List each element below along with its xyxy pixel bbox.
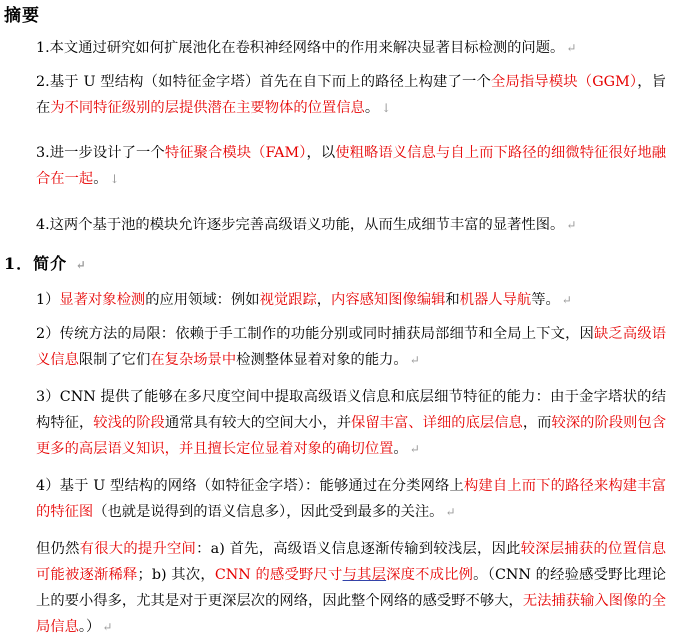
highlighted-text: 较浅的阶段 — [93, 415, 165, 431]
intro-item-4 — [36, 473, 666, 525]
highlighted-text: 较深的阶段则包含更多的高层语义知识，并且擅长定位显着对象的确切位置 — [36, 415, 667, 457]
highlighted-text: 机器人导航 — [459, 292, 532, 308]
intro-item-2 — [36, 321, 666, 373]
text-run: 1） — [36, 292, 60, 308]
intro-heading-text: 1．简介 — [4, 254, 68, 273]
text-run: 3.进一步设计了一个 — [36, 145, 165, 161]
highlighted-text: 全局指导模块（GGM） — [490, 74, 638, 90]
text-run: ，旨在 — [36, 74, 667, 116]
text-run: 2.基于 U 型结构（如特征金字塔）首先在自下而上的路径上构建了一个 — [36, 74, 491, 90]
text-run: 等。 — [531, 292, 560, 308]
text-run: 但仍然 — [36, 541, 80, 557]
text-run: ：a) 首先，高级语义信息逐渐传输到较浅层，因此 — [196, 541, 521, 557]
paragraph-mark-icon: ↵ — [566, 41, 577, 55]
highlighted-text: 无法捕获输入图像的全局信息 — [36, 593, 667, 635]
highlighted-text: CNN 的感受野尺寸 — [214, 567, 343, 583]
text-run: ，以 — [306, 145, 336, 161]
paragraph-mark-icon: ↵ — [445, 505, 456, 519]
paragraph-mark-icon: ↓ — [381, 101, 392, 115]
text-run: ， — [316, 292, 332, 308]
highlighted-text: 使粗略语义信息与自上而下路径的细微特征很好地融合在一起 — [36, 145, 667, 187]
abstract-item-4 — [36, 212, 666, 238]
highlighted-text: 有很大的提升空间 — [79, 541, 197, 557]
text-run: 通常具有较大的空间大小，并 — [164, 415, 352, 431]
highlighted-text: 特征聚合模块（FAM） — [164, 145, 307, 161]
abstract-item-2 — [36, 69, 666, 121]
abstract-heading: 摘要 — [4, 6, 40, 26]
paragraph-mark-icon: ↵ — [561, 293, 572, 307]
text-run: 限制了它们 — [78, 352, 151, 368]
intro-item-1 — [36, 287, 666, 313]
text-run: 。） — [78, 619, 101, 635]
intro-item-3 — [36, 384, 666, 462]
paragraph-mark-icon: ↵ — [409, 353, 420, 367]
abstract-item-3 — [36, 140, 666, 192]
highlighted-text: 缺乏高级语义信息 — [36, 326, 667, 368]
text-run: ，而 — [522, 415, 552, 431]
paragraph-mark-icon: ↵ — [409, 442, 420, 456]
paragraph-mark-icon: ↓ — [109, 172, 120, 186]
highlighted-text: 显著对象检测 — [59, 292, 146, 308]
highlighted-text: 在复杂场景中 — [150, 352, 237, 368]
highlighted-text: 保留丰富、详细的底层信息 — [351, 415, 523, 431]
highlighted-text: 较深层捕获的位置信息可能被逐渐稀释 — [36, 541, 667, 583]
text-run: （也就是说得到的语义信息多），因此受到最多的关注。 — [93, 504, 444, 520]
text-run: 。（CNN 的经验感受野比理论上的要小得多，尤其是对于更深层次的网络，因此整个网络的感受野不够大， — [36, 567, 667, 609]
text-run: 。 — [393, 441, 408, 457]
abstract-item-1 — [36, 35, 666, 61]
paragraph-mark-icon: ↵ — [75, 258, 87, 272]
text-run: 和 — [445, 292, 460, 308]
intro-heading — [4, 251, 87, 274]
highlighted-text: 内容感知图像编辑 — [331, 292, 446, 308]
highlighted-text: 视觉跟踪 — [259, 292, 317, 308]
intro-item-5 — [36, 536, 666, 640]
highlighted-text: 为不同特征级别的层提供潜在主要物体的位置信息 — [50, 100, 365, 116]
text-run: 的应用领域：例如 — [145, 292, 260, 308]
text-run: ；b) 其次， — [137, 567, 215, 583]
text-run: 检测整体显着对象的能力。 — [236, 352, 408, 368]
text-run: 4.这两个基于池的模块允许逐步完善高级语义功能，从而生成细节丰富的显著性图。 — [36, 217, 565, 233]
text-run: 。 — [364, 100, 380, 116]
text-run: 4）基于 U 型结构的网络（如特征金字塔）：能够通过在分类网络上 — [36, 478, 464, 494]
highlighted-text: 与其层 — [342, 567, 387, 583]
highlighted-text: 深度不成比例 — [386, 567, 474, 583]
text-run: 3）CNN 提供了能够在多尺度空间中提取高级语义信息和底层细节特征的能力：由于金字塔状的结构特征， — [36, 389, 666, 431]
paragraph-mark-icon: ↵ — [102, 620, 113, 634]
text-run: 2）传统方法的局限：依赖于手工制作的功能分别或同时捕获局部细节和全局上下文，因 — [36, 326, 594, 342]
text-run: 。 — [93, 171, 108, 187]
highlighted-text: 构建自上而下的路径来构建丰富的特征图 — [36, 478, 666, 520]
text-run: 1.本文通过研究如何扩展池化在卷积神经网络中的作用来解决显著目标检测的问题。 — [36, 40, 565, 56]
paragraph-mark-icon: ↵ — [566, 218, 577, 232]
